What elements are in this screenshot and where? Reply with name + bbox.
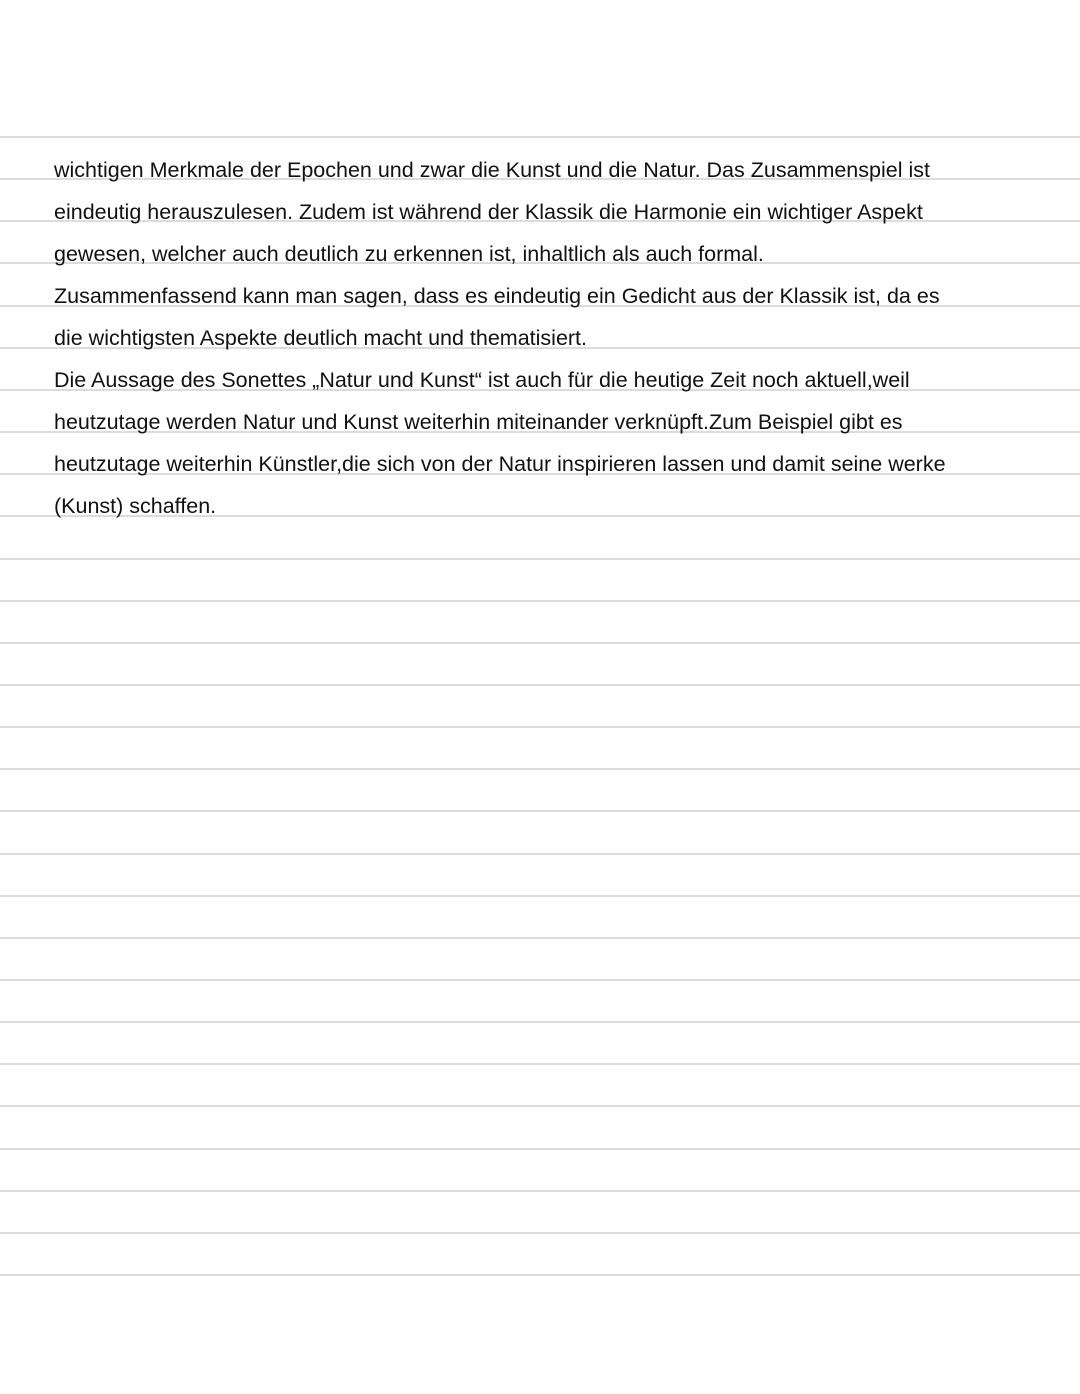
text-line: Die Aussage des Sonettes „Natur und Kunst“ ist auch für die heutige Zeit noch aktuell,weil: [54, 368, 910, 392]
ruled-line: [0, 1105, 1080, 1107]
text-line: heutzutage werden Natur und Kunst weiterhin miteinander verknüpft.Zum Beispiel gibt es: [54, 410, 903, 434]
ruled-line: [0, 600, 1080, 602]
ruled-line: [0, 642, 1080, 644]
ruled-line: [0, 558, 1080, 560]
ruled-line: [0, 937, 1080, 939]
text-line: (Kunst) schaffen.: [54, 494, 217, 518]
ruled-line: [0, 1274, 1080, 1276]
text-line: eindeutig herauszulesen. Zudem ist während der Klassik die Harmonie ein wichtiger Aspekt: [54, 200, 923, 224]
ruled-line: [0, 810, 1080, 812]
ruled-line: [0, 895, 1080, 897]
text-line: die wichtigsten Aspekte deutlich macht und thematisiert.: [54, 326, 588, 350]
text-line: Zusammenfassend kann man sagen, dass es eindeutig ein Gedicht aus der Klassik ist, da es: [54, 284, 940, 308]
ruled-line: [0, 1021, 1080, 1023]
ruled-line: [0, 768, 1080, 770]
ruled-line: [0, 979, 1080, 981]
ruled-line: [0, 1063, 1080, 1065]
text-line: heutzutage weiterhin Künstler,die sich von der Natur inspirieren lassen und damit seine werke: [54, 452, 946, 476]
text-line: gewesen, welcher auch deutlich zu erkennen ist, inhaltlich als auch formal.: [54, 242, 764, 266]
ruled-line: [0, 853, 1080, 855]
ruled-line: [0, 684, 1080, 686]
text-line: wichtigen Merkmale der Epochen und zwar die Kunst und die Natur. Das Zusammenspiel ist: [54, 158, 930, 182]
ruled-line: [0, 1190, 1080, 1192]
ruled-line: [0, 1232, 1080, 1234]
ruled-line: [0, 1148, 1080, 1150]
ruled-line: [0, 726, 1080, 728]
ruled-line: [0, 136, 1080, 138]
